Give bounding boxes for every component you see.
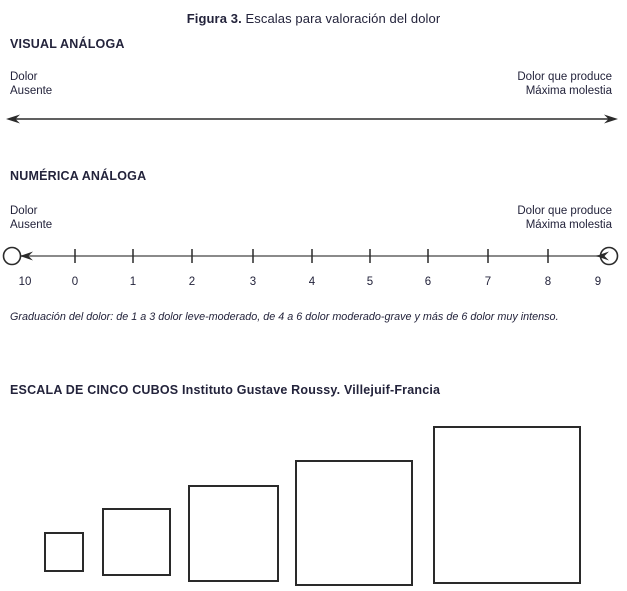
tick-label-8: 8	[544, 276, 552, 288]
cube-4	[295, 460, 413, 586]
cube-1	[44, 532, 84, 572]
tick-label-3: 3	[249, 276, 257, 288]
numeric-left-line1: Dolor	[10, 205, 38, 217]
numeric-scale-right-label	[517, 204, 612, 232]
numeric-scale-left-label	[10, 204, 52, 232]
tick-label-0: 0	[71, 276, 79, 288]
figure-title	[0, 11, 627, 26]
cube-5	[433, 426, 581, 584]
left-endpoint-circle-icon	[4, 248, 21, 265]
numeric-right-line2: Máxima molestia	[525, 219, 612, 231]
graduation-note: Graduación del dolor: de 1 a 3 dolor leve-moderado, de 4 a 6 dolor moderado-grave y más de 6 dolor muy intenso.	[10, 311, 559, 323]
tick-label-6: 6	[424, 276, 432, 288]
visual-right-line1: Dolor que produce	[517, 71, 612, 83]
visual-left-line2: Ausente	[10, 85, 53, 97]
cube-3	[188, 485, 279, 582]
numeric-left-line2: Ausente	[10, 219, 53, 231]
visual-right-line2: Máxima molestia	[525, 85, 612, 97]
figure-title-number: Figura 3.	[186, 11, 242, 26]
visual-scale-right-label	[517, 70, 612, 98]
numeric-scale-line	[0, 240, 627, 276]
cubes-scale-heading: ESCALA DE CINCO CUBOS Instituto Gustave Roussy. Villejuif-Francia	[10, 383, 441, 397]
cube-2	[102, 508, 171, 576]
visual-scale-heading: VISUAL ANÁLOGA	[10, 37, 125, 51]
tick-label-7: 7	[484, 276, 492, 288]
numeric-right-line1: Dolor que produce	[517, 205, 612, 217]
figure-title-text: Escalas para valoración del dolor	[241, 11, 441, 26]
tick-label-5: 5	[366, 276, 374, 288]
double-arrow	[0, 108, 627, 130]
numeric-scale-heading: NUMÉRICA ANÁLOGA	[10, 169, 147, 183]
visual-left-line1: Dolor	[10, 71, 38, 83]
right-scale-arrowhead-icon	[596, 252, 609, 261]
tick-label-4: 4	[308, 276, 316, 288]
tick-label-1: 1	[129, 276, 137, 288]
tick-label-2: 2	[188, 276, 196, 288]
visual-scale-left-label	[10, 70, 52, 98]
tick-label-10: 10	[18, 276, 32, 288]
tick-label-9: 9	[594, 276, 602, 288]
